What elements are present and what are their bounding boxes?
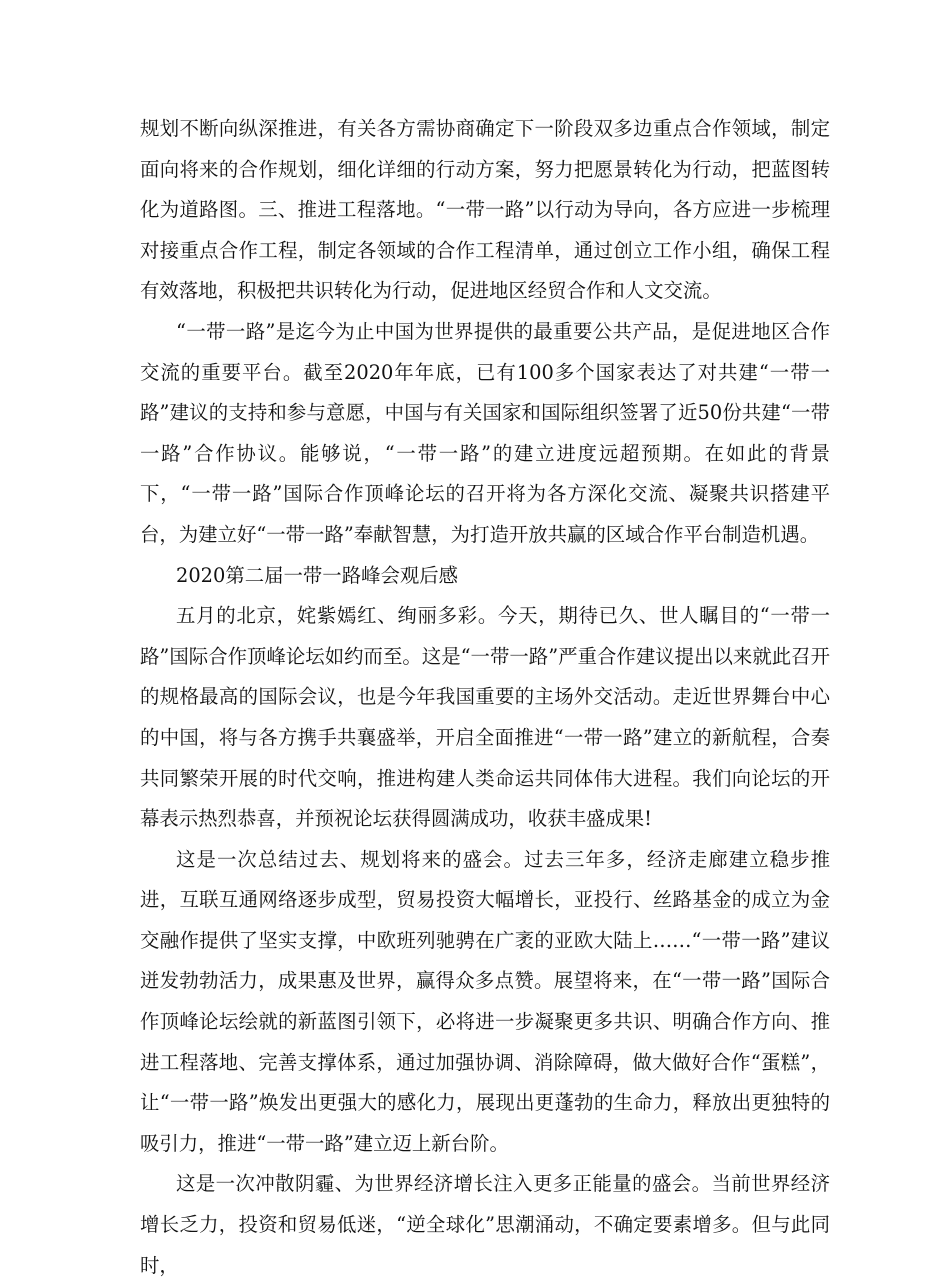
paragraph-4: 这是一次总结过去、规划将来的盛会。过去三年多，经济走廊建立稳步推进，互联互通网络逐步成型，贸易投资大幅增长，亚投行、丝路基金的成立为金交融作提供了坚实支撑，中欧班列驰骋在广袤的亚欧大陆上……“一带一路”建议迸发勃勃活力，成果惠及世界，赢得众多点赞。展望将来，在“一带一路”国际合作顶峰论坛绘就的新蓝图引领下，必将进一步凝聚更多共识、明确合作方向、推进工程落地、完善支撑体系，通过加强协调、消除障碍，做大做好合作“蛋糕”，让“一带一路”焕发出更强大的感化力，展现出更蓬勃的生命力，释放出更独特的吸引力，推进“一带一路”建立迈上新台阶。: [140, 847, 830, 1155]
paragraph-1: 规划不断向纵深推进，有关各方需协商确定下一阶段双多边重点合作领域，制定面向将来的合作规划，细化详细的行动方案，努力把愿景转化为行动，把蓝图转化为道路图。三、推进工程落地。“一带一路”以行动为导向，各方应进一步梳理对接重点合作工程，制定各领域的合作工程清单，通过创立工作小组，确保工程有效落地，积极把共识转化为行动，促进地区经贸合作和人文交流。: [140, 117, 830, 303]
paragraph-2: “一带一路”是迄今为止中国为世界提供的最重要公共产品，是促进地区合作交流的重要平台。截至2020年年底，已有100多个国家表达了对共建“一带一路”建议的支持和参与意愿，中国与有关国家和国际组织签署了近50份共建“一带一路”合作协议。能够说，“一带一路”的建立进度远超预期。在如此的背景下，“一带一路”国际合作顶峰论坛的召开将为各方深化交流、凝聚共识搭建平台，为建立好“一带一路”奉献智慧，为打造开放共赢的区域合作平台制造机遇。: [140, 319, 830, 546]
paragraph-5: 这是一次冲散阴霾、为世界经济增长注入更多正能量的盛会。当前世界经济增长乏力，投资和贸易低迷，“逆全球化”思潮涌动，不确定要素增多。但与此同时，: [140, 1172, 830, 1277]
paragraph-3: 五月的北京，姹紫嫣红、绚丽多彩。今天，期待已久、世人瞩目的“一带一路”国际合作顶峰论坛如约而至。这是“一带一路”严重合作建议提出以来就此召开的规格最高的国际会议，也是今年我国重要的主场外交活动。走近世界舞台中心的中国，将与各方携手共襄盛举，开启全面推进“一带一路”建立的新航程，合奏共同繁荣开展的时代交响，推进构建人类命运共同体伟大进程。我们向论坛的开幕表示热烈恭喜，并预祝论坛获得圆满成功，收获丰盛成果!: [140, 604, 830, 831]
document-body: [140, 109, 830, 1286]
section-title: 2020第二届一带一路峰会观后感: [176, 563, 459, 587]
